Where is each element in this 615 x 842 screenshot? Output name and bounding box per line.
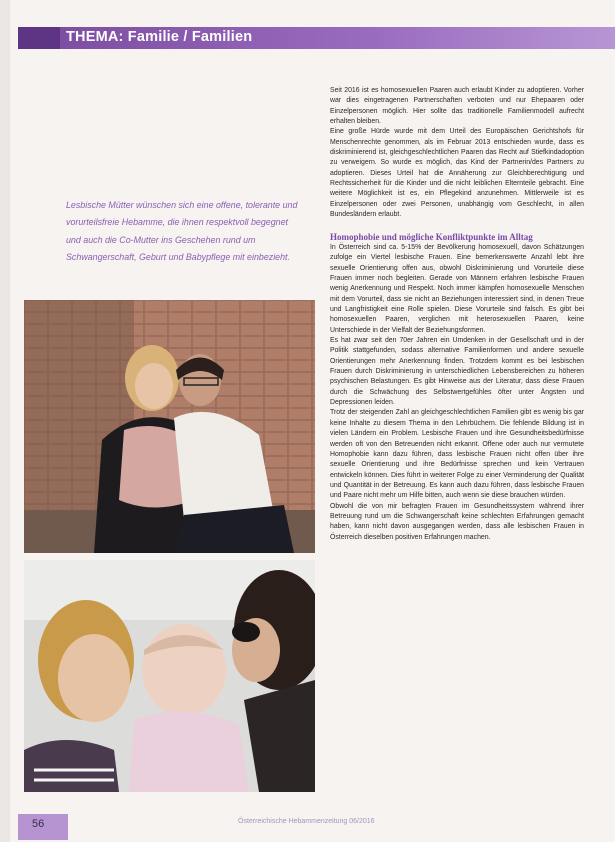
article-paragraph: In Österreich sind ca. 5-15% der Bevölkerung homosexuell, davon Schätzungen zufolge ein Viertel lesbische Frauen. Eine bemerkenswerte Anzahl lebt ihre sexuelle Orientierung offen aus, obwohl Diskriminierung und Vorurteile diese Frauen immer noch begleiten. Gerade von Männern erfahren lesbische Frauen wenig Anerkennung und Respekt. Noch immer kämpfen homosexuelle Menschen mit dem Vorurteil, dass sie nicht an Beziehungen interessiert sind, in denen Treue und Langfristigkeit eine Rolle spielen. Diese Vorurteile sind falsch. Es gibt bei homosexuellen Paaren, verglichen mit heterosexuellen Paaren, keine Unterschiede in der Vielfalt der Beziehungsformen. [330,243,584,334]
page-edge [0,0,10,842]
publication-footer: Österreichische Hebammenzeitung 06/2016 [238,818,375,825]
section-title: THEMA: Familie / Familien [66,29,253,45]
pull-quote: Lesbische Mütter wünschen sich eine offene, tolerante und vorurteilsfreie Hebamme, die ihnen respektvoll begegnet und auch die Co-Mutter ins Geschehen rund um Schwangerschaft, Geburt und Babypflege mit einbezieht. [66,200,298,262]
article-paragraph: Eine große Hürde wurde mit dem Urteil des Europäischen Gerichtshofs für Menschenrechte genommen, als im Februar 2013 entschieden wurde, dass es diskriminierend ist, gleichgeschlechtlichen Paaren das Recht auf Stiefkindadoption zu verweigern. So wurde es möglich, das Kind der Partnerin/des Partners zu adoptieren. Dieses Urteil hat die Annäherung zur Gleichberechtigung und Rechtssicherheit für die Kinder und die nicht leiblichen Elternteile gebracht. Eine weitere Möglichkeit ist es, ein Pflegekind anzunehmen. Mittlerweile ist es Einzelpersonen oder zwei Personen, unabhängig vom Geschlecht, in allen Bundesländern erlaubt. [330,128,584,219]
article-paragraph: Obwohl die von mir befragten Frauen im Gesundheitssystem während ihrer Betreuung rund um die Schwangerschaft keine schlechten Erfahrungen gemacht haben, kann nicht davon ausgegangen werden, dass alle lesbischen Frauen in Österreich dieselben positiven Erfahrungen machen. [330,502,584,541]
page-number: 56 [32,818,45,830]
article-paragraph: Seit 2016 ist es homosexuellen Paaren auch erlaubt Kinder zu adoptieren. Vorher war dies eingetragenen Partnerschaften verboten und nur Ehepaaren oder Einzelpersonen möglich. Hier sollte das traditionelle Familienmodell aufrecht erhalten bleiben. [330,87,584,126]
photo-mothers-baby [24,560,315,792]
article-subheading: Homophobie und mögliche Konfliktpunkte im Alltag [330,232,533,243]
photo-couple [24,300,315,553]
article-paragraph: Es hat zwar seit den 70er Jahren ein Umdenken in der Gesellschaft und in der Politik stattgefunden, sodass alternative Familienformen und andere sexuelle Orientierungen mehr Anerkennung finden. Trotzdem kommt es bei lesbischen Frauen durch Diskriminierung in unterschiedlichen Lebensbereichen zu höheren psychischen Belastungen. Es gibt Hinweise aus der Literatur, dass diese Frauen durch die Schwächung des Selbstwertgefühles öfter unter Ängsten und Depressionen leiden. [330,337,584,407]
article-column [330,86,584,543]
article-paragraph: Trotz der steigenden Zahl an gleichgeschlechtlichen Familien gibt es wenig bis gar keine Inhalte zu diesem Thema in den Lehrbüchern. Die fehlende Bildung ist in vielen Ländern ein Problem. Lesbische Frauen und ihre Gesundheitsbedürfnisse werden oft von den Betreuenden nicht erkannt. Offene oder auch nur vermutete Homophobie kann dazu führen, dass lesbische Frauen nicht offen über ihre sexuelle Orientierung und ihre Bedürfnisse sprechen und kein Vertrauen entwickeln können. Dies führt in weiterer Folge zu einer Verminderung der Qualität und Quantität in der Betreuung. Es kann auch dazu führen, dass lesbische Frauen und Paare nicht mehr um Hilfe bitten, auch wenn sie diese brauchen würden. [330,409,584,500]
section-banner-tab [18,27,60,49]
